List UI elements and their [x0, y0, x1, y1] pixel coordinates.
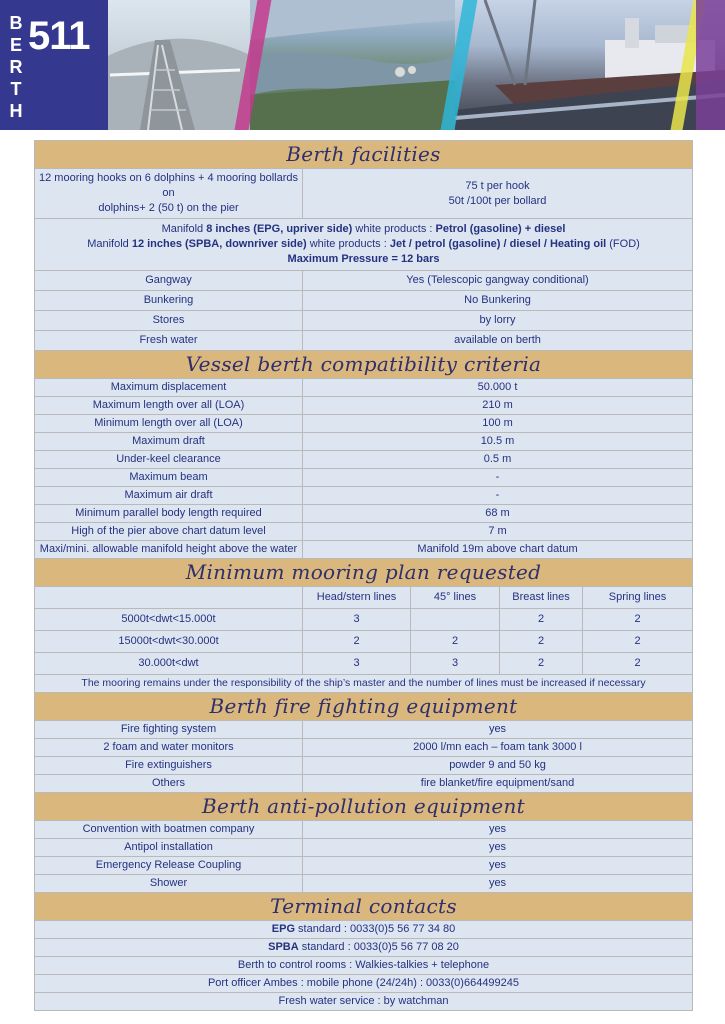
row-label: Fire extinguishers [35, 757, 303, 775]
section-header [35, 351, 693, 379]
row-label: Maximum draft [35, 433, 303, 451]
berth-number: 511 [28, 14, 90, 58]
row-value: - [303, 469, 693, 487]
section-title-pollution: Berth anti-pollution equipment [35, 793, 693, 821]
berth-letter: E [9, 35, 22, 55]
header-banner [0, 0, 725, 130]
row-value: Yes (Telescopic gangway conditional) [303, 271, 693, 291]
mooring-value: 2 [500, 653, 583, 675]
manifold-text-bold: 8 inches (EPG, upriver side) [206, 223, 353, 235]
section-title-fire: Berth fire fighting equipment [35, 693, 693, 721]
row-label: Gangway [35, 271, 303, 291]
berth-letter: T [10, 79, 22, 99]
pier-photo [100, 0, 250, 130]
contact-epg-phone: standard : 0033(0)5 56 77 34 80 [295, 923, 456, 935]
row-value: powder 9 and 50 kg [303, 757, 693, 775]
table-row [35, 379, 693, 397]
berth-letter: R [9, 57, 23, 77]
table-row [35, 505, 693, 523]
mooring-value: 2 [583, 609, 693, 631]
mooring-value: 3 [303, 609, 411, 631]
section-title-contacts: Terminal contacts [35, 893, 693, 921]
mooring-dwt-label: 15000t<dwt<30.000t [35, 631, 303, 653]
mooring-header-blank [35, 587, 303, 609]
row-label: Stores [35, 311, 303, 331]
contact-spba [35, 939, 693, 957]
row-label: 2 foam and water monitors [35, 739, 303, 757]
table-row [35, 993, 693, 1011]
mooring-value [303, 169, 693, 219]
mooring-value: 2 [500, 609, 583, 631]
table-row [35, 487, 693, 505]
mooring-col-header: Breast lines [500, 587, 583, 609]
berth-letter: H [9, 101, 23, 121]
berth-letter: B [9, 13, 23, 33]
row-value: yes [303, 857, 693, 875]
manifold-text-bold: Jet / petrol (gasoline) / diesel / Heating oil [389, 238, 607, 250]
table-row [35, 311, 693, 331]
mooring-dwt-label: 5000t<dwt<15.000t [35, 609, 303, 631]
mooring-value-line2: 50t /100t per bollard [448, 194, 547, 207]
row-label: Maxi/mini. allowable manifold height above the water [35, 541, 303, 559]
row-label: Convention with boatmen company [35, 821, 303, 839]
mooring-row [35, 653, 693, 675]
table-row [35, 271, 693, 291]
contact-spba-name: SPBA [268, 941, 299, 953]
contact-fresh-water: Fresh water service : by watchman [35, 993, 693, 1011]
contact-epg-name: EPG [271, 923, 295, 935]
row-label: Maximum beam [35, 469, 303, 487]
mooring-col-header: 45° lines [411, 587, 500, 609]
mooring-value: 3 [303, 653, 411, 675]
table-row [35, 839, 693, 857]
row-value: yes [303, 821, 693, 839]
row-value: yes [303, 839, 693, 857]
table-row [35, 523, 693, 541]
row-label: Bunkering [35, 291, 303, 311]
contact-epg [35, 921, 693, 939]
row-value: 0.5 m [303, 451, 693, 469]
row-value: yes [303, 875, 693, 893]
mooring-label-line1: 12 mooring hooks on 6 dolphins + 4 mooring bollards on [39, 172, 298, 199]
mooring-value: 2 [583, 653, 693, 675]
section-header [35, 793, 693, 821]
table-row [35, 433, 693, 451]
row-value: 2000 l/mn each – foam tank 3000 l [303, 739, 693, 757]
contact-control-rooms: Berth to control rooms : Walkies-talkies + telephone [35, 957, 693, 975]
row-value: available on berth [303, 331, 693, 351]
table-row [35, 331, 693, 351]
table-row [35, 541, 693, 559]
mooring-header-row [35, 587, 693, 609]
table-row [35, 469, 693, 487]
row-value: fire blanket/fire equipment/sand [303, 775, 693, 793]
mooring-value [411, 609, 500, 631]
row-value: yes [303, 721, 693, 739]
table-row [35, 821, 693, 839]
mooring-value: 2 [411, 631, 500, 653]
row-value: 10.5 m [303, 433, 693, 451]
row-label: Shower [35, 875, 303, 893]
mooring-row [35, 631, 693, 653]
contact-port-officer: Port officer Ambes : mobile phone (24/24h) : 0033(0)664499245 [35, 975, 693, 993]
row-label: High of the pier above chart datum level [35, 523, 303, 541]
row-value: by lorry [303, 311, 693, 331]
section-header [35, 559, 693, 587]
row-value: 100 m [303, 415, 693, 433]
mooring-note: The mooring remains under the responsibility of the ship’s master and the number of lines must be increased if necessary [35, 675, 693, 693]
manifold-text-bold: 12 inches (SPBA, downriver side) [131, 238, 307, 250]
manifold-text: white products : [352, 223, 436, 235]
row-label: Under-keel clearance [35, 451, 303, 469]
row-value: No Bunkering [303, 291, 693, 311]
berth-table [34, 140, 693, 1011]
row-label: Fresh water [35, 331, 303, 351]
row-label: Others [35, 775, 303, 793]
table-row [35, 975, 693, 993]
manifold-info [35, 219, 693, 271]
row-label: Minimum parallel body length required [35, 505, 303, 523]
row-value: - [303, 487, 693, 505]
mooring-value: 2 [583, 631, 693, 653]
berth-title-block [0, 0, 108, 130]
mooring-value-line1: 75 t per hook [465, 179, 530, 192]
table-row [35, 775, 693, 793]
table-row [35, 291, 693, 311]
berth-datasheet [34, 140, 692, 1011]
table-row [35, 875, 693, 893]
row-value: 7 m [303, 523, 693, 541]
table-row [35, 957, 693, 975]
table-row [35, 721, 693, 739]
manifold-text: white products : [306, 238, 390, 250]
table-row [35, 739, 693, 757]
table-row [35, 169, 693, 219]
section-header [35, 693, 693, 721]
manifold-text: (FOD) [606, 238, 640, 250]
table-row [35, 219, 693, 271]
row-label: Emergency Release Coupling [35, 857, 303, 875]
mooring-value: 2 [500, 631, 583, 653]
row-value: 68 m [303, 505, 693, 523]
mooring-label-line2: dolphins+ 2 (50 t) on the pier [98, 202, 239, 214]
table-row [35, 857, 693, 875]
section-title-mooring-plan: Minimum mooring plan requested [35, 559, 693, 587]
table-row [35, 397, 693, 415]
mooring-row [35, 609, 693, 631]
row-value: Manifold 19m above chart datum [303, 541, 693, 559]
contact-spba-phone: standard : 0033(0)5 56 77 08 20 [298, 941, 459, 953]
section-header [35, 893, 693, 921]
table-row [35, 415, 693, 433]
section-header [35, 141, 693, 169]
table-row [35, 451, 693, 469]
row-label: Maximum air draft [35, 487, 303, 505]
section-title-compatibility: Vessel berth compatibility criteria [35, 351, 693, 379]
row-label: Maximum displacement [35, 379, 303, 397]
mooring-value: 2 [303, 631, 411, 653]
row-label: Antipol installation [35, 839, 303, 857]
manifold-pressure: Maximum Pressure = 12 bars [287, 253, 440, 265]
row-value: 50.000 t [303, 379, 693, 397]
mooring-col-header: Head/stern lines [303, 587, 411, 609]
river-aerial-photo [250, 0, 455, 130]
mooring-label [35, 169, 303, 219]
row-label: Minimum length over all (LOA) [35, 415, 303, 433]
row-value: 210 m [303, 397, 693, 415]
table-row [35, 675, 693, 693]
table-row [35, 921, 693, 939]
row-label: Maximum length over all (LOA) [35, 397, 303, 415]
manifold-text: Manifold [161, 223, 207, 235]
row-label: Fire fighting system [35, 721, 303, 739]
table-row [35, 757, 693, 775]
mooring-col-header: Spring lines [583, 587, 693, 609]
manifold-text: Manifold [87, 238, 132, 250]
manifold-text-bold: Petrol (gasoline) + diesel [435, 223, 566, 235]
decor-stripe-purple [696, 0, 725, 130]
section-title-facilities: Berth facilities [35, 141, 693, 169]
table-row [35, 939, 693, 957]
mooring-value: 3 [411, 653, 500, 675]
mooring-dwt-label: 30.000t<dwt [35, 653, 303, 675]
